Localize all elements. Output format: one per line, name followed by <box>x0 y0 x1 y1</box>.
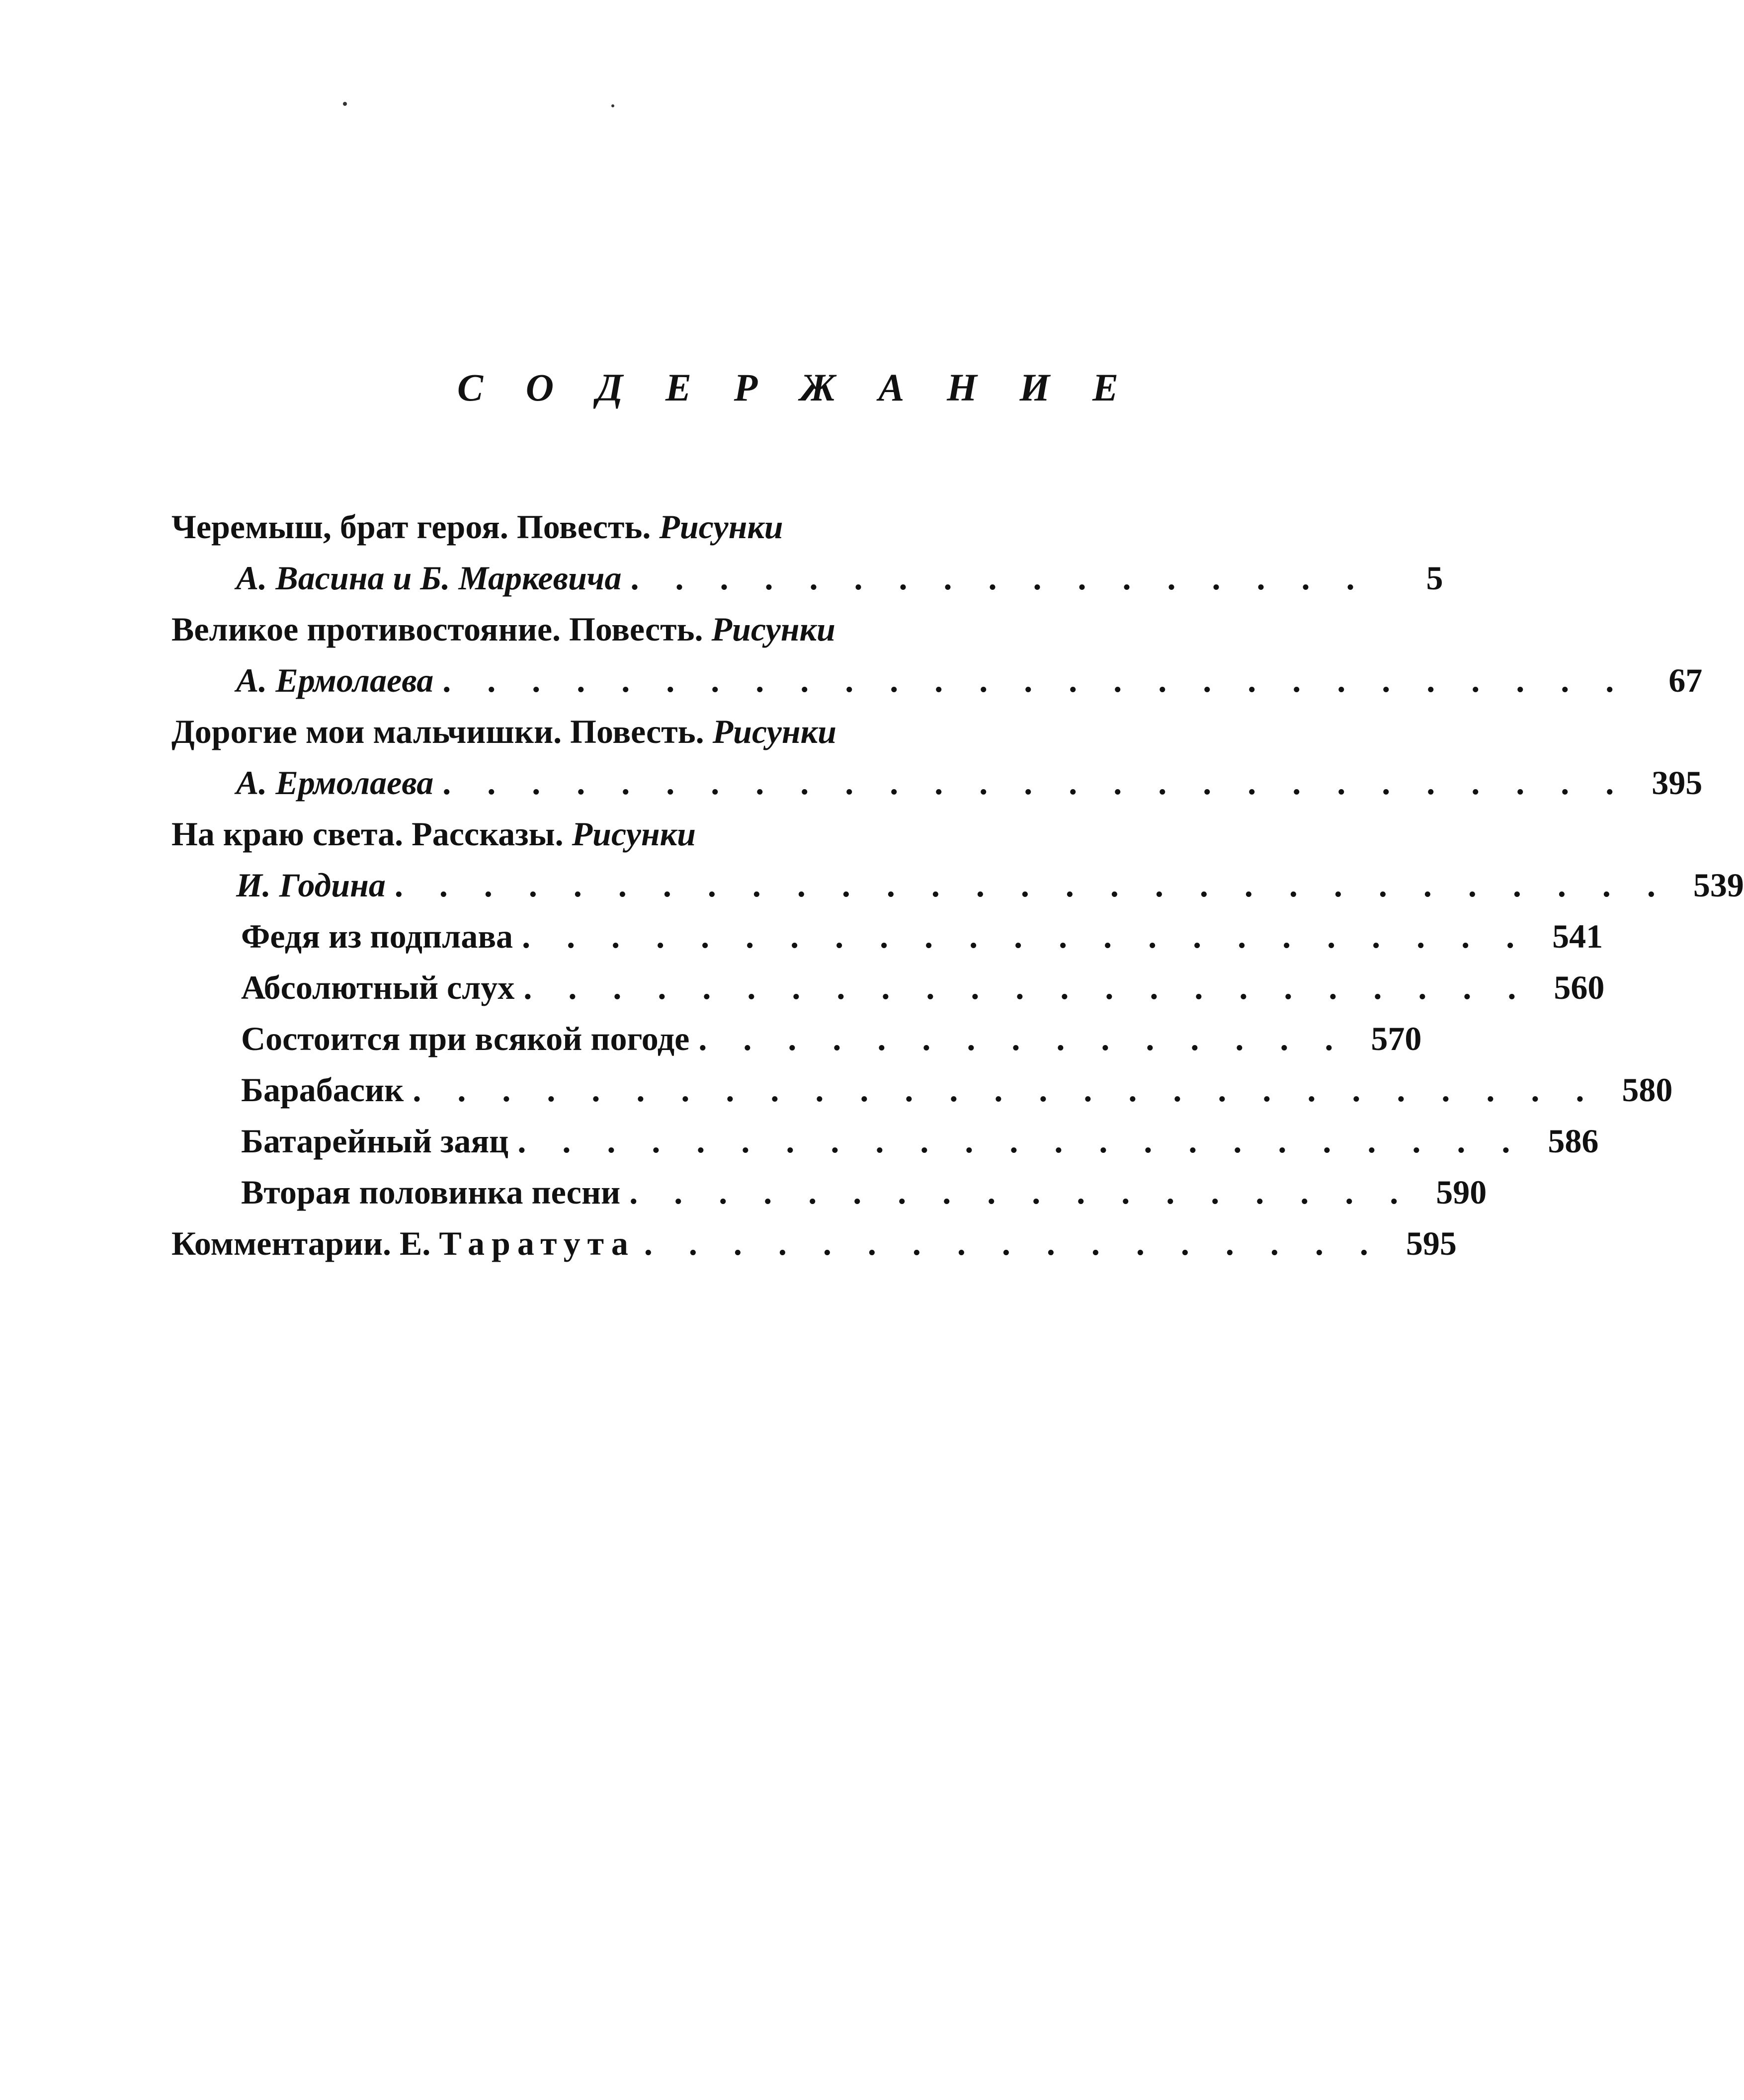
toc-story <box>241 1065 1673 1115</box>
title-letter: О <box>525 366 554 409</box>
title-letter: Ж <box>800 366 836 409</box>
entry-title: Дорогие мои мальчишки. Повесть. <box>171 713 704 750</box>
story-title: Состоится при всякой погоде <box>241 1020 690 1057</box>
title-letter: А <box>878 366 905 409</box>
title-letter: Н <box>947 366 977 409</box>
dot-leader: . . . . . . . . . . . . . . . . . . . . . . . . . . . <box>442 764 1628 802</box>
page-number: 539 <box>1693 866 1744 904</box>
toc-story <box>241 1116 1599 1166</box>
title-letter: Д <box>596 366 623 409</box>
title-letter: С <box>457 366 484 409</box>
dot-leader: . . . . . . . . . . . . . . . . . . . . . . . . . . . <box>413 1071 1598 1109</box>
illustrations-label: Рисунки <box>659 508 783 546</box>
page-number: 5 <box>1426 559 1443 597</box>
print-speck <box>611 104 614 107</box>
dot-leader: . . . . . . . . . . . . . . . . . . <box>629 1173 1412 1211</box>
page-number: 395 <box>1652 764 1703 802</box>
story-title: Барабасик <box>241 1071 404 1109</box>
print-speck <box>343 102 347 106</box>
title-letter: Р <box>734 366 758 409</box>
commentary-author: Таратута <box>439 1224 635 1262</box>
story-title: Батарейный заяц <box>241 1122 509 1160</box>
entry-title: На краю света. Рассказы. <box>171 815 564 853</box>
dot-leader: . . . . . . . . . . . . . . . . . . . . . . . <box>517 1122 1524 1160</box>
page-number: 586 <box>1548 1122 1599 1160</box>
toc-story <box>241 1167 1487 1217</box>
illustrator-name: А. Васина и Б. Маркевича <box>236 559 622 597</box>
dot-leader: . . . . . . . . . . . . . . . . . <box>630 559 1369 597</box>
illustrator-name: А. Ермолаева <box>236 661 434 699</box>
page-number: 541 <box>1552 917 1603 955</box>
dot-leader: . . . . . . . . . . . . . . . <box>698 1020 1347 1057</box>
toc-entry-commentary <box>171 1218 1457 1268</box>
dot-leader: . . . . . . . . . . . . . . . . . . . . . . . <box>523 969 1530 1006</box>
page-number: 580 <box>1622 1071 1673 1109</box>
toc-entry-title <box>171 502 783 552</box>
illustrations-label: Рисунки <box>572 815 696 853</box>
page-number: 570 <box>1371 1020 1422 1057</box>
toc-entry-title <box>171 707 836 756</box>
illustrator-name: И. Година <box>236 866 386 904</box>
page-number: 67 <box>1668 661 1703 699</box>
dot-leader: . . . . . . . . . . . . . . . . . . . . . . . <box>522 917 1529 955</box>
entry-title: Черемыш, брат героя. Повесть. <box>171 508 651 546</box>
illustrations-label: Рисунки <box>712 713 836 750</box>
page-number: 590 <box>1436 1173 1487 1211</box>
dot-leader: . . . . . . . . . . . . . . . . . <box>644 1224 1382 1262</box>
toc-story <box>241 1014 1422 1063</box>
dot-leader: . . . . . . . . . . . . . . . . . . . . . . . . . . . . . <box>394 866 1669 904</box>
toc-story <box>241 963 1605 1012</box>
story-title: Вторая половинка песни <box>241 1173 621 1211</box>
story-title: Абсолютный слух <box>241 969 515 1006</box>
toc-entry-title <box>171 809 696 859</box>
toc-entry-title <box>171 604 835 654</box>
page-number: 595 <box>1406 1224 1457 1262</box>
title-letter: Е <box>1092 366 1118 409</box>
commentary-label: Комментарии. Е. <box>171 1224 431 1262</box>
toc-entry-author <box>236 553 1443 603</box>
illustrator-name: А. Ермолаева <box>236 764 434 802</box>
title-letter: И <box>1019 366 1050 409</box>
toc-entry-author <box>236 860 1744 910</box>
story-title: Федя из подплава <box>241 917 513 955</box>
toc-story <box>241 911 1603 961</box>
title-letter: Е <box>665 366 691 409</box>
page-number: 560 <box>1554 969 1605 1006</box>
illustrations-label: Рисунки <box>711 610 835 648</box>
dot-leader: . . . . . . . . . . . . . . . . . . . . . . . . . . . <box>442 661 1628 699</box>
page-title <box>457 365 1118 410</box>
toc-entry-author <box>236 655 1703 705</box>
toc-entry-author <box>236 758 1703 808</box>
entry-title: Великое противостояние. Повесть. <box>171 610 703 648</box>
